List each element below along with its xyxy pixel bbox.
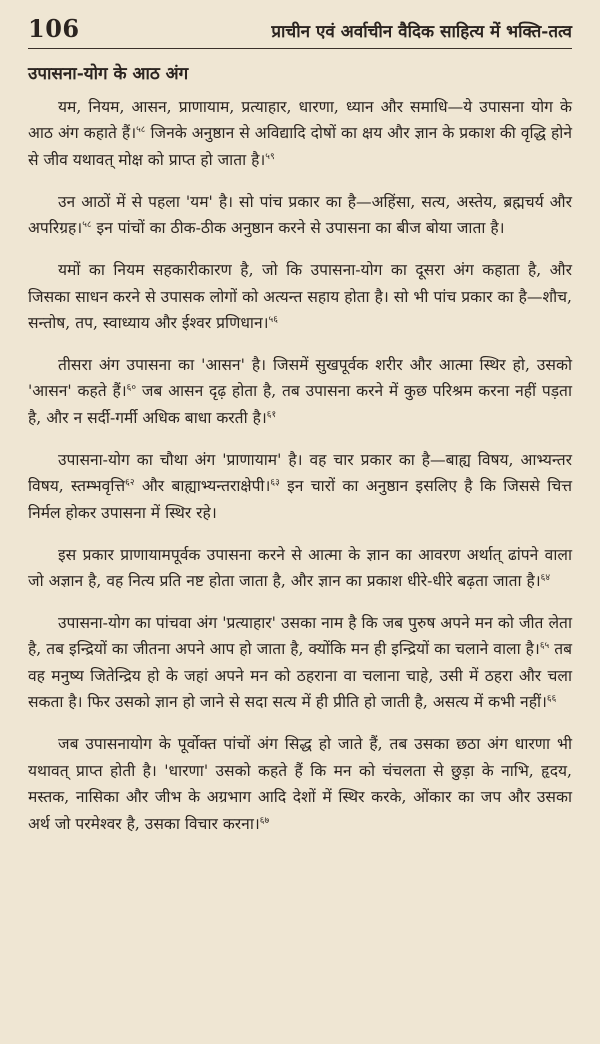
page-header xyxy=(28,14,572,49)
footnote-ref: ६२ xyxy=(125,478,135,489)
footnote-ref: ६१ xyxy=(266,409,277,420)
running-title: प्राचीन एवं अर्वाचीन वैदिक साहित्य में भक्ति-तत्व xyxy=(271,22,572,42)
footnote-ref: ६३ xyxy=(270,478,280,489)
paragraph-5: उपासना-योग का चौथा अंग 'प्राणायाम' है। वह चार प्रकार का है—बाह्य विषय, आभ्यन्तर विषय, स्तम्भवृत्ति$^{६२}$ और बाह्याभ्यन्तराक्षेपी।$^{६३}$ इन चारों का अनुष्ठान इसलिए है कि जिससे चित्त निर्मल होकर उपासना में स्थिर रहे। xyxy=(28,450,572,522)
paragraph-3: यमों का नियम सहकारीकारण है, जो कि उपासना-योग का दूसरा अंग कहाता है, और जिसका साधन करने से उपासक लोगों को अत्यन्त सहाय होता है। सो भी पांच प्रकार का है—शौच, सन्तोष, तप, स्वाध्याय और ईश्वर प्रणिधान।$^{५६}$ xyxy=(28,261,572,333)
section-title: उपासना-योग के आठ अंग xyxy=(28,64,189,84)
paragraph-1: यम, नियम, आसन, प्राणायाम, प्रत्याहार, धारणा, ध्यान और समाधि—ये उपासना योग के आठ अंग कहाते हैं।$^{५८}$ जिनके अनुष्ठान से अविद्यादि दोषों का क्षय और ज्ञान के प्रकाश की वृद्धि होने से जीव यथावत् मोक्ष को प्राप्त हो जाता है।$^{५९}$ xyxy=(28,98,573,169)
paragraph-7: उपासना-योग का पांचवा अंग 'प्रत्याहार' उसका नाम है कि जब पुरुष अपने मन को जीत लेता है, तब इन्द्रियों का जीतना अपने आप हो जाता है, क्योंकि मन ही इन्द्रियों का चलाने वाला है।$^{६५}$ तब वह मनुष्य जितेन्द्रिय हो के जहां अपने मन को ठहराना वा चलाना चाहे, उसी में ठहरा और चला सकता है। फिर उसको ज्ञान हो जाने से सदा सत्य में ही प्रीति हो जाती है, असत्य में कभी नहीं।$^{६६}$ xyxy=(28,614,573,712)
footnote-ref: ६० xyxy=(126,383,137,394)
footnote-ref: ६५ xyxy=(539,641,550,652)
paragraph-4: तीसरा अंग उपासना का 'आसन' है। जिसमें सुखपूर्वक शरीर और आत्मा स्थिर हो, उसको 'आसन' कहते हैं।$^{६०}$ जब आसन दृढ़ होता है, तब उपासना करने में कुछ परिश्रम करना नहीं पड़ता है, और न सर्दी-गर्मी अधिक बाधा करती है।$^{६१}$ xyxy=(28,356,572,427)
footnote-ref: ६७ xyxy=(259,815,270,826)
paragraph-8: जब उपासनायोग के पूर्वोक्त पांचों अंग सिद्ध हो जाते हैं, तब उसका छठा अंग धारणा भी यथावत् प्राप्त होती है। 'धारणा' उसको कहते हैं कि मन को चंचलता से छुड़ा के नाभि, हृदय, मस्तक, नासिका और जीभ के अग्रभाग आदि देशों में स्थिर करके, ओंकार का जप और उसका अर्थ जो परमेश्वर है, उसका विचार करना।$^{६७}$ xyxy=(28,735,572,833)
footnote-ref: ६६ xyxy=(546,694,557,705)
paragraph-6: इस प्रकार प्राणायामपूर्वक उपासना करने से आत्मा के ज्ञान का आवरण अर्थात् ढांपने वाला जो अज्ञान है, वह नित्य प्रति नष्ट होता जाता है, और ज्ञान का प्रकाश धीरे-धीरे बढ़ता जाता है।$^{६४}$ xyxy=(28,545,572,591)
footnote-ref: ५६ xyxy=(268,314,278,325)
paragraph-2: उन आठों में से पहला 'यम' है। सो पांच प्रकार का है—अहिंसा, सत्य, अस्तेय, ब्रह्मचर्य और अपरिग्रह।$^{५८}$ इन पांचों का ठीक-ठीक अनुष्ठान करने से उपासना का बीज बोया जाता है। xyxy=(28,192,572,238)
footnote-ref: ५८ xyxy=(82,220,92,231)
footnote-ref: ५९ xyxy=(265,151,275,162)
page-number: 106 xyxy=(28,14,80,43)
footnote-ref: ५८ xyxy=(136,125,146,136)
footnote-ref: ६४ xyxy=(540,572,551,583)
